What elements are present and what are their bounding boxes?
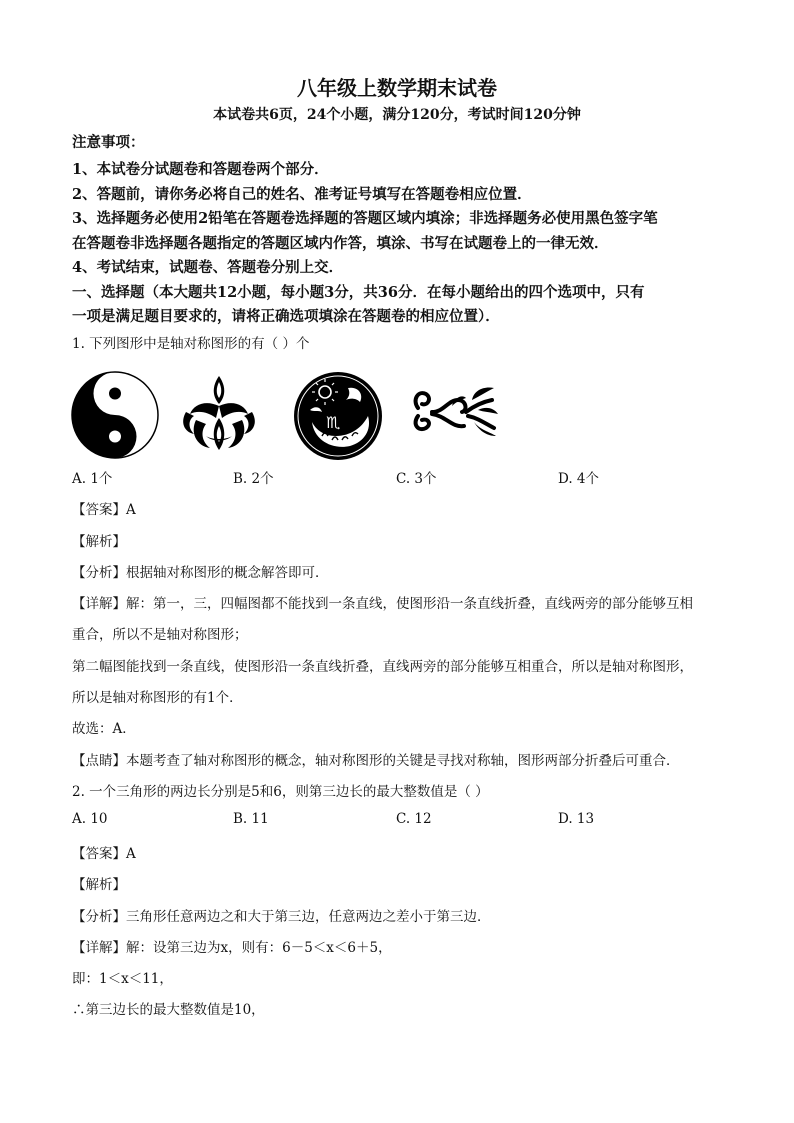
q2-detail-line: 即：1＜x＜11， [72,971,173,987]
notice-item: 1、本试卷分试题卷和答题卷两个部分． [72,161,329,178]
q1-stem: 1. 下列图形中是轴对称图形的有（ ）个 [72,336,310,352]
q2-detail-line: ∴第三边长的最大整数值是10， [72,1002,265,1018]
ornament-figure [176,370,262,456]
q1-option-a: A. 1个 [72,471,113,487]
q1-choose: 故选：A． [72,721,136,737]
q1-detail-line: 【详解】解：第一，三，四幅图都不能找到一条直线，使图形沿一条直线折叠，直线两旁的部分能够互相 [72,596,693,612]
q2-option-b: B. 11 [233,811,269,827]
q1-fenxi: 【分析】根据轴对称图形的概念解答即可． [72,565,329,581]
page-title: 八年级上数学期末试卷 [297,76,497,100]
q1-detail-line: 重合，所以不是轴对称图形； [72,627,248,643]
q1-detail-line: 所以是轴对称图形的有1个． [72,690,243,706]
notice-item: 3、选择题务必使用2铅笔在答题卷选择题的答题区域内填涂；非选择题务必使用黑色签字笔 [72,210,658,227]
scroll-ornament-figure [408,370,502,456]
q2-option-a: A. 10 [72,811,108,827]
q1-option-c: C. 3个 [396,471,437,487]
q2-detail-line: 【详解】解：设第三边为x，则有：6－5＜x＜6＋5， [72,940,392,956]
q2-option-d: D. 13 [558,811,595,827]
svg-text:♏: ♏ [326,413,341,432]
section-heading-line2: 一项是满足题目要求的，请将正确选项填涂在答题卷的相应位置）． [72,308,500,325]
notice-heading: 注意事项： [72,134,145,151]
q1-dianjing: 【点睛】本题考查了轴对称图形的概念，轴对称图形的关键是寻找对称轴，图形两部分折叠后可重合． [72,753,680,769]
scorpio-badge-figure [292,370,384,462]
q1-detail-line: 第二幅图能找到一条直线，使图形沿一条直线折叠，直线两旁的部分能够互相重合，所以是轴对称图形， [72,659,693,675]
notice-item: 4、考试结束，试题卷、答题卷分别上交． [72,259,344,276]
q2-stem: 2. 一个三角形的两边长分别是5和6，则第三边长的最大整数值是（ ） [72,784,489,800]
section-heading-line1: 一、选择题（本大题共12小题，每小题3分，共36分．在每小题给出的四个选项中，只有 [72,284,645,301]
q2-jiexi: 【解析】 [72,877,126,893]
yin-yang-figure [70,370,160,460]
q2-fenxi: 【分析】三角形任意两边之和大于第三边，任意两边之差小于第三边． [72,909,491,925]
q1-option-d: D. 4个 [558,471,600,487]
q2-option-c: C. 12 [396,811,432,827]
q1-option-b: B. 2个 [233,471,274,487]
notice-item: 2、答题前，请你务必将自己的姓名、准考证号填写在答题卷相应位置． [72,186,532,203]
page-subtitle: 本试卷共6页，24个小题，满分120分，考试时间120分钟 [213,107,581,123]
q1-answer: 【答案】A [72,502,136,518]
q1-jiexi: 【解析】 [72,534,126,550]
q2-answer: 【答案】A [72,846,136,862]
notice-item: 在答题卷非选择题各题指定的答题区域内作答，填涂、书写在试题卷上的一律无效． [72,235,609,252]
